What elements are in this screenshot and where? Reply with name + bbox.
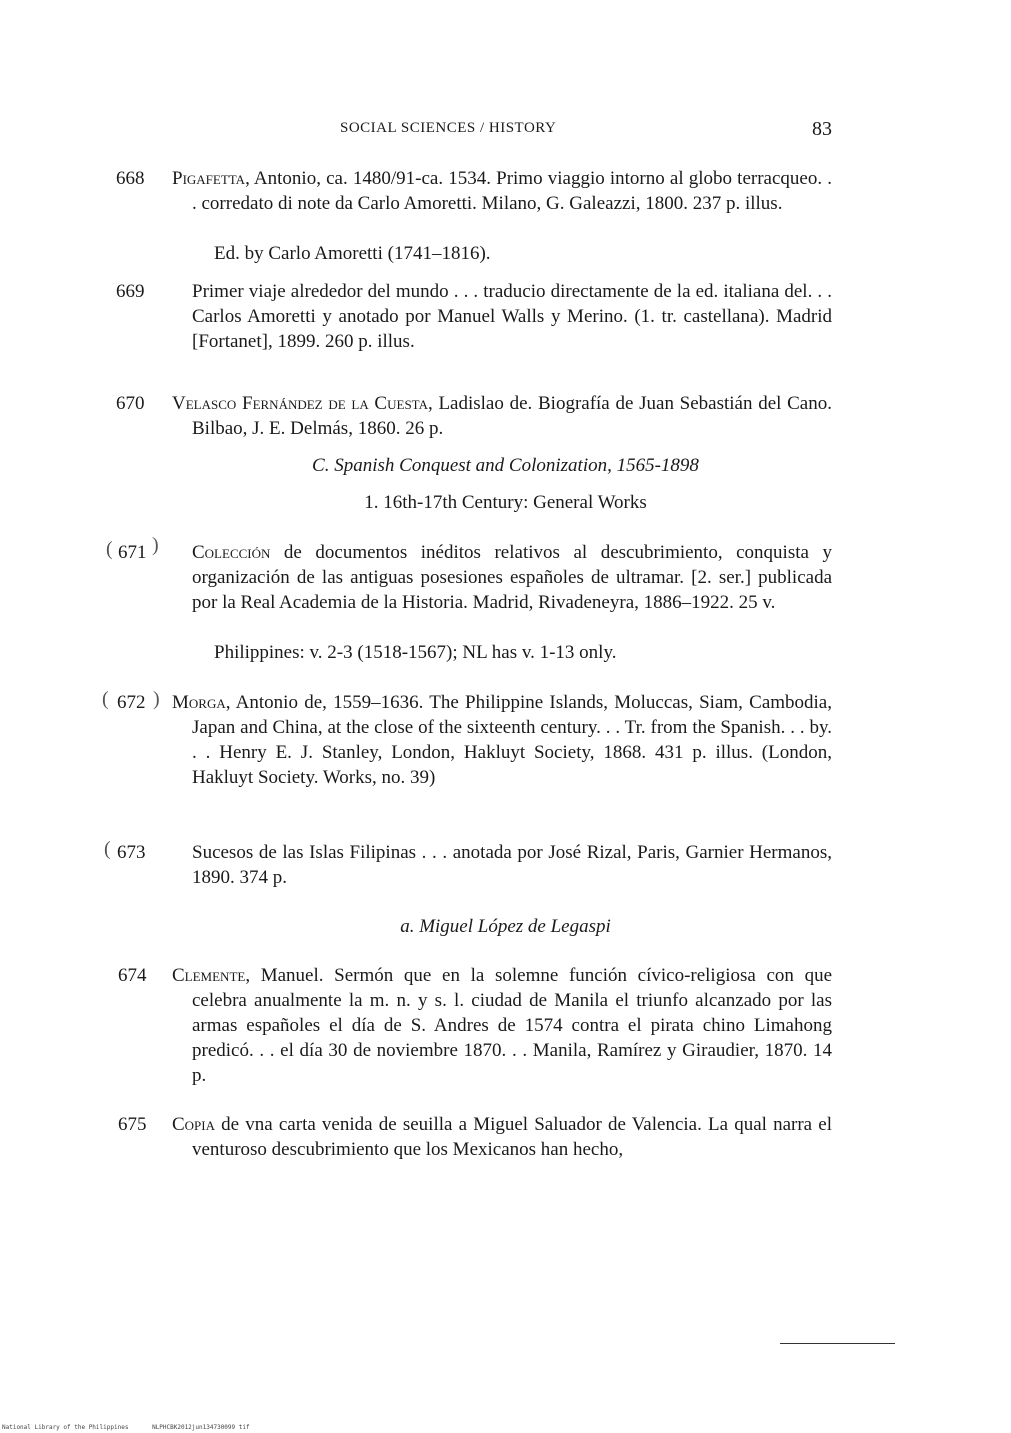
entry-author: Morga, (172, 692, 231, 713)
footer-file: NLPHCBK2012jun134730099 tif (152, 1424, 250, 1431)
entry-text (172, 391, 832, 441)
entry-number: 671 (118, 542, 147, 563)
page-header (0, 118, 1011, 142)
entry-number: 668 (116, 168, 145, 189)
entry-author: Pigafetta, (172, 168, 250, 189)
entry-number: 673 (117, 842, 146, 863)
entry-number: 669 (116, 281, 145, 302)
entry-number: 674 (118, 965, 147, 986)
entry-text (172, 690, 832, 790)
entry-author: Velasco Fernández de la Cuesta, (172, 393, 433, 414)
entry-author: Clemente, (172, 965, 251, 986)
bracket-mark: ) (153, 688, 160, 710)
entry-citation: Manuel. Sermón que en la solemne función cívico-religiosa con que celebra anualmente la m. n. y s. l. ciudad de Manila el triunfo alcanzado por las armas españoles el día de S. Andres de 1574 contra el pirata chino Limahong predicó. . . el día 30 de noviembre 1870. . . Manila, Ramírez y Giraudier, 1870. 14 p. (192, 965, 832, 1086)
entry-author: Colección (192, 542, 271, 563)
entry-note: Ed. by Carlo Amoretti (1741–1816). (214, 243, 491, 264)
scan-footer (2, 1424, 270, 1431)
subsection-heading: a. Miguel López de Legaspi (400, 916, 611, 937)
bracket-mark: ) (152, 534, 159, 556)
subsection-heading: 1. 16th-17th Century: General Works (364, 492, 647, 513)
footer-rule (780, 1343, 895, 1344)
entry-text (172, 166, 832, 216)
entry-citation: de vna carta venida de seuilla a Miguel Saluador de Valencia. La qual narra el venturoso descubrimiento que los Mexicanos han hecho, (192, 1114, 832, 1160)
entry-text (192, 540, 832, 615)
entry-author: Copia (172, 1114, 216, 1135)
entry-citation: Antonio, ca. 1480/91-ca. 1534. Primo viaggio intorno al globo terracqueo. . . corredato di note da Carlo Amoretti. Milano, G. Galeazzi, 1800. 237 p. illus. (192, 168, 832, 214)
footer-library: National Library of the Philippines (2, 1424, 129, 1431)
entry-text (172, 963, 832, 1088)
page-number: 83 (812, 118, 832, 140)
entry-citation: de documentos inéditos relativos al descubrimiento, conquista y organización de las antiguas posesiones españoles de ultramar. [2. ser.] publicada por la Real Academia de la Historia. Madrid, Rivadeneyra, 1886–1922. 25 v. (192, 542, 832, 613)
running-head: SOCIAL SCIENCES / HISTORY (340, 120, 557, 136)
bracket-mark: ( (104, 838, 111, 860)
entry-number: 672 (117, 692, 146, 713)
bracket-mark: ( (106, 538, 113, 560)
entry-text: Primer viaje alrededor del mundo . . . traducio directamente de la ed. italiana del. . . Carlos Amoretti y anotado por Manuel Walls y Merino. (1. tr. castellana). Madrid [Fortanet], 1899. 260 p. illus. (192, 281, 832, 352)
section-heading: C. Spanish Conquest and Colonization, 1565-1898 (312, 455, 699, 476)
entry-number: 675 (118, 1114, 147, 1135)
entry-citation: Antonio de, 1559–1636. The Philippine Islands, Moluccas, Siam, Cambodia, Japan and China, at the close of the sixteenth century. . . Tr. from the Spanish. . . by. . . Henry E. J. Stanley, London, Hakluyt Society, 1868. 431 p. illus. (London, Hakluyt Society. Works, no. 39) (192, 692, 832, 788)
bracket-mark: ( (102, 688, 109, 710)
entry-citation: Ladislao de. Biografía de Juan Sebastián del Cano. Bilbao, J. E. Delmás, 1860. 26 p. (192, 393, 832, 439)
entry-text: Sucesos de las Islas Filipinas . . . anotada por José Rizal, Paris, Garnier Hermanos, 1890. 374 p. (192, 842, 832, 888)
entry-number: 670 (116, 393, 145, 414)
entry-text (172, 1112, 832, 1162)
entry-note: Philippines: v. 2-3 (1518-1567); NL has v. 1-13 only. (214, 642, 617, 663)
